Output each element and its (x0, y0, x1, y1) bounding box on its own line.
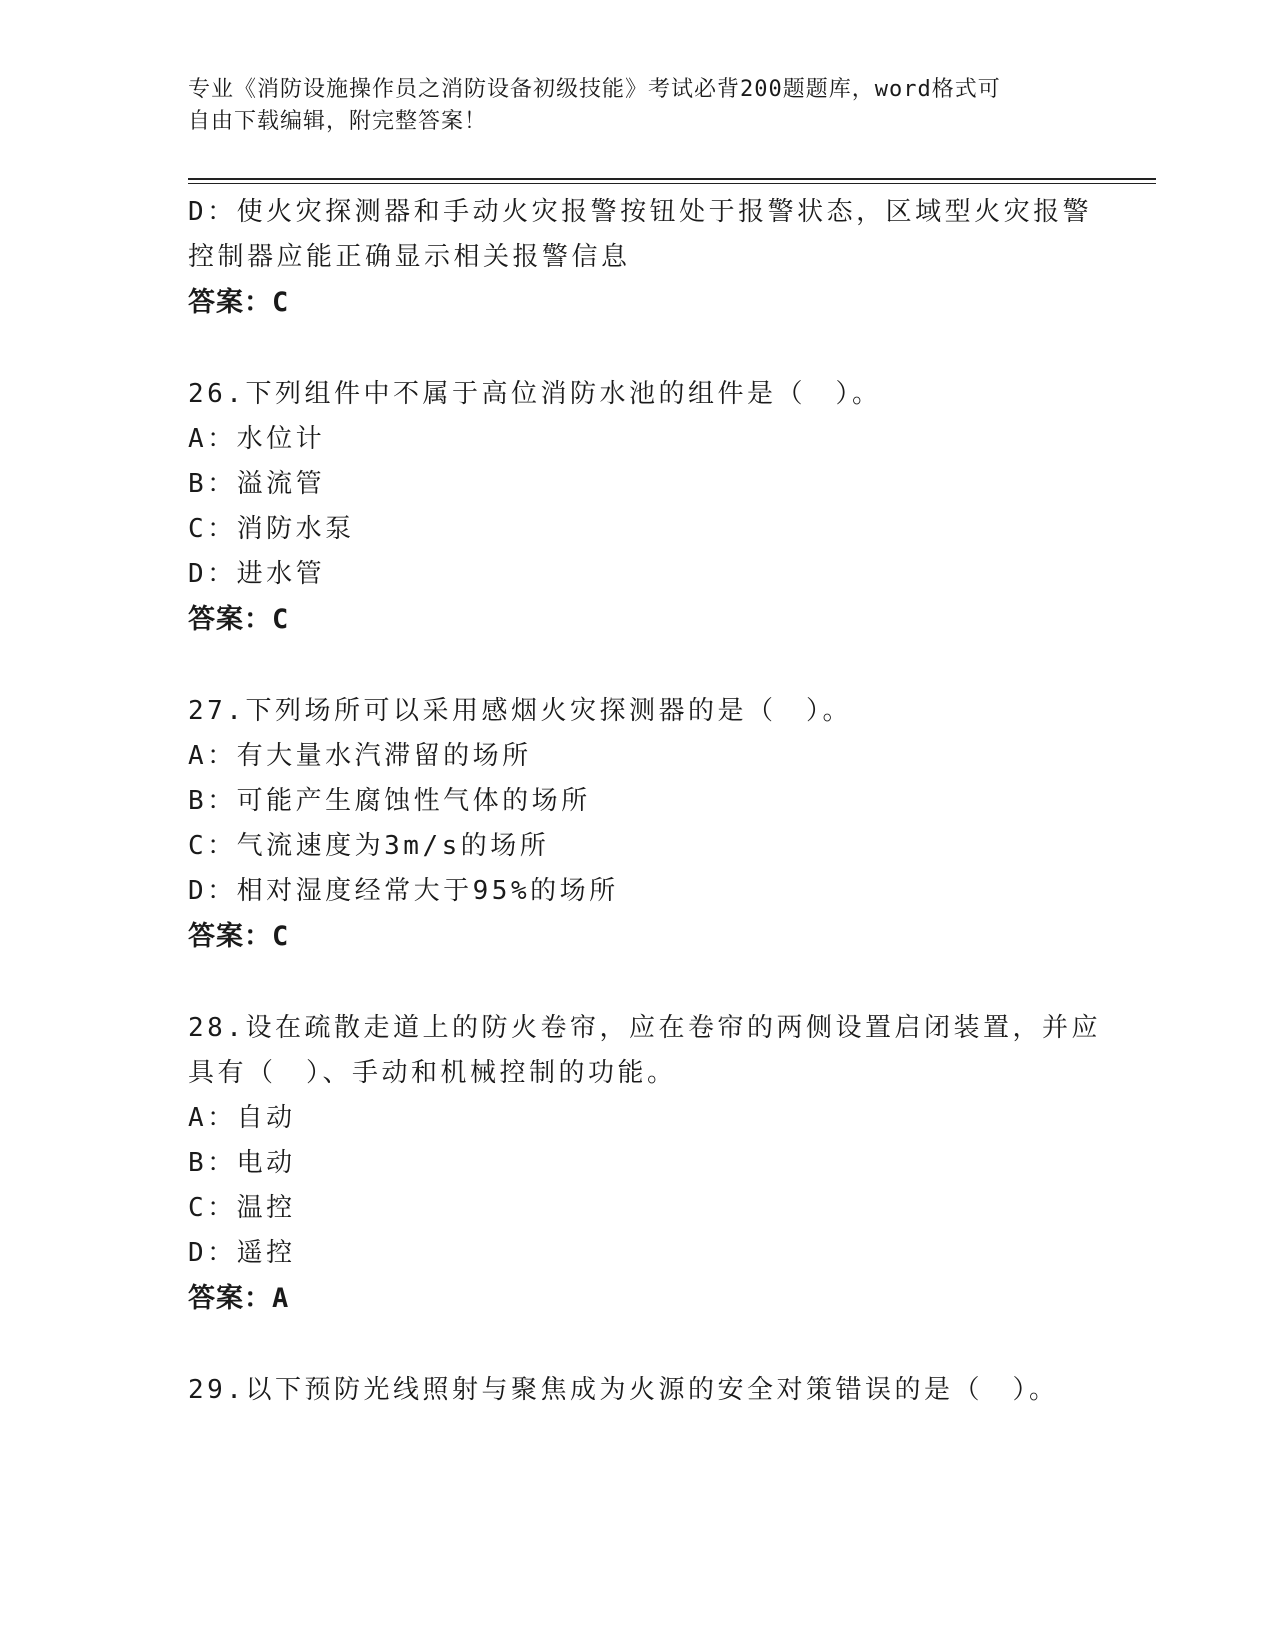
prev-question-tail (188, 190, 1093, 326)
question-27 (188, 689, 1088, 960)
header-divider-thin (188, 183, 1156, 184)
option-c: C：温控 (188, 1193, 296, 1223)
answer: 答案：C (188, 287, 290, 318)
option-a: A：水位计 (188, 424, 326, 454)
question-28 (188, 1006, 1101, 1322)
option-b: B：溢流管 (188, 469, 326, 499)
option-c: C：消防水泵 (188, 514, 355, 544)
option-b: B：电动 (188, 1148, 296, 1178)
option-d: D：进水管 (188, 559, 326, 589)
answer: 答案：C (188, 921, 290, 952)
option-d: D：使火灾探测器和手动火灾报警按钮处于报警状态，区域型火灾报警 (188, 197, 1093, 227)
option-d: D：相对湿度经常大于95%的场所 (188, 876, 619, 906)
document-header (188, 74, 1088, 138)
question-content (188, 190, 1101, 1413)
option-d-continued: 控制器应能正确显示相关报警信息 (188, 242, 631, 272)
option-d: D：遥控 (188, 1238, 296, 1268)
header-divider-thick (188, 178, 1156, 180)
question-stem-continued: 具有（ ）、手动和机械控制的功能。 (188, 1058, 677, 1088)
header-line-1: 专业《消防设施操作员之消防设备初级技能》考试必背200题题库，word格式可 (188, 77, 1001, 102)
header-line-2: 自由下载编辑，附完整答案！ (188, 109, 488, 134)
question-26 (188, 372, 1088, 643)
answer: 答案：C (188, 604, 290, 635)
option-c: C：气流速度为3m/s的场所 (188, 831, 550, 861)
option-a: A：自动 (188, 1103, 296, 1133)
question-29 (188, 1368, 1088, 1413)
question-stem: 26.下列组件中不属于高位消防水池的组件是（ ）。 (188, 379, 882, 409)
option-b: B：可能产生腐蚀性气体的场所 (188, 786, 591, 816)
question-stem: 28.设在疏散走道上的防火卷帘，应在卷帘的两侧设置启闭装置，并应 (188, 1013, 1101, 1043)
question-stem: 27.下列场所可以采用感烟火灾探测器的是（ ）。 (188, 696, 852, 726)
option-a: A：有大量水汽滞留的场所 (188, 741, 532, 771)
question-stem: 29.以下预防光线照射与聚焦成为火源的安全对策错误的是（ ）。 (188, 1375, 1059, 1405)
answer: 答案：A (188, 1283, 290, 1314)
